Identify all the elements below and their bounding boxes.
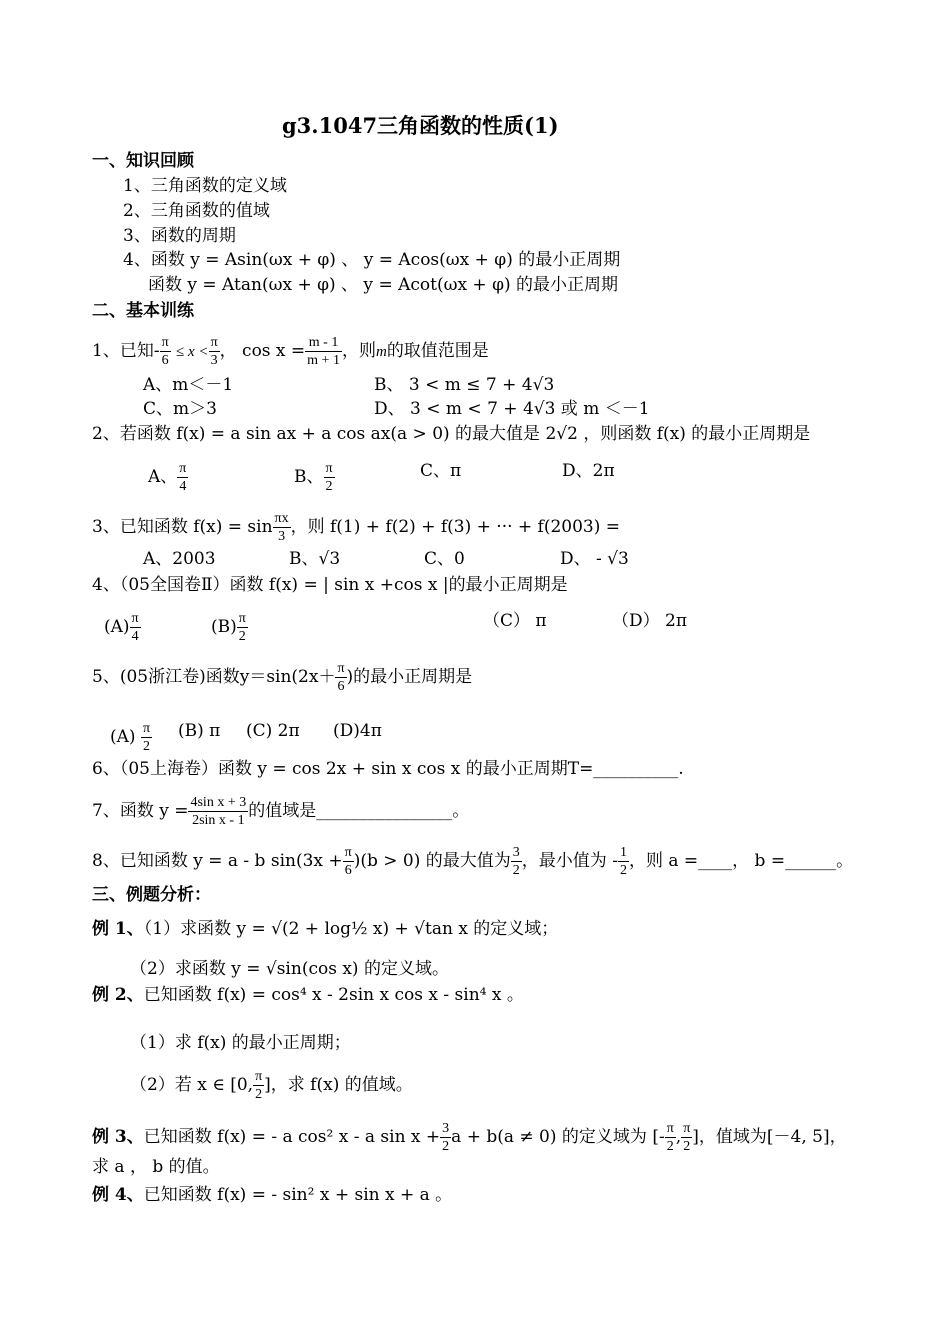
q1-text-f: 的取值范围是: [386, 341, 489, 361]
q4-option-b-frac: [237, 610, 248, 645]
example-1-a-text: （1）求函数 y = √(2 + log½ x) + √tan x 的定义域；: [143, 919, 559, 939]
q8-text-d: ，则 a =____， b =______。: [628, 851, 854, 871]
question-5-stem: [92, 660, 472, 695]
example-2-stem-text: 已知函数 f(x) = cos⁴ x - 2sin x cos x - sin⁴ x 。: [143, 985, 524, 1005]
q7-frac-num: 4sin x + 3: [190, 795, 247, 810]
example-4-stem-text: 已知函数 f(x) = - sin² x + sin x + a 。: [143, 1185, 453, 1205]
q7-text-a: 7、函数 y =: [92, 801, 189, 821]
example-3-frac-1: [440, 1120, 451, 1155]
example-2-b: [130, 1068, 413, 1103]
q1-text-e: m: [375, 344, 387, 360]
q8-frac-2-den: 2: [512, 863, 520, 878]
example-3-text-c: ,: [675, 1127, 682, 1147]
review-item-4: 4、函数 y = Asin(ωx + φ) 、 y = Acos(ωx + φ) 的最小正周期: [123, 250, 621, 270]
q2-option-c: C、π: [420, 461, 462, 481]
example-3-frac-2-num: π: [666, 1121, 674, 1136]
q5-option-c: (C) 2π: [246, 721, 300, 741]
example-3-frac-3: [681, 1120, 692, 1155]
example-2-a: （1）求 f(x) 的最小正周期；: [130, 1033, 351, 1053]
q1-text-a: 1、已知-: [92, 341, 160, 361]
q2-option-b: [294, 460, 335, 495]
q1-frac-2-num: π: [210, 335, 218, 350]
q3-text-a: 3、已知函数 f(x) = sin: [92, 517, 273, 537]
q5-frac: [335, 660, 346, 695]
q1-option-c: C、m＞3: [143, 399, 217, 419]
page-title: g3.1047三角函数的性质(1): [282, 113, 559, 138]
example-2-b-text-a: （2）若 x ∈ [0,: [130, 1075, 254, 1095]
question-2-stem: 2、若函数 f(x) = a sin ax + a cos ax(a > 0) 的最大值是 2√2 ，则函数 f(x) 的最小正周期是: [92, 424, 811, 444]
example-2-stem: [92, 984, 524, 1006]
q1-frac-2: [209, 334, 220, 369]
q8-frac-3: [618, 844, 629, 879]
q4-option-d: （D） 2π: [612, 611, 688, 631]
example-3-stem: [92, 1120, 847, 1155]
q3-frac: [273, 510, 291, 545]
q4-option-a: [104, 610, 141, 645]
q7-frac: [188, 794, 248, 829]
example-2-b-frac-num: π: [255, 1069, 263, 1084]
q5-a-num: π: [142, 721, 151, 736]
q4-option-a-label: (A): [104, 617, 130, 637]
q1-text-d: ，则: [341, 341, 376, 361]
q3-frac-num: πx: [274, 511, 289, 526]
q8-frac-3-den: 2: [619, 863, 627, 878]
q1-text-b: ≤ x <: [176, 344, 209, 360]
section-2-heading: 二、基本训练: [92, 301, 194, 321]
q4-a-num: π: [131, 611, 139, 626]
q2-option-b-label: B、: [294, 467, 324, 487]
q7-text-b: 的值域是________________。: [248, 801, 470, 821]
example-2-b-frac: [253, 1068, 264, 1103]
example-3-frac-2-den: 2: [666, 1139, 674, 1154]
section-3-heading: 三、例题分析：: [92, 885, 211, 905]
q1-option-b: B、 3 < m ≤ 7 + 4√3: [374, 375, 555, 395]
example-3-label: 例 3、: [92, 1127, 144, 1147]
q4-b-num: π: [238, 611, 246, 626]
q1-frac-1: [160, 334, 171, 369]
q1-frac-1-num: π: [161, 335, 169, 350]
example-2-b-text-b: ]，求 f(x) 的值域。: [264, 1075, 413, 1095]
q2-b-den: 2: [325, 479, 333, 494]
example-3-frac-1-den: 2: [442, 1139, 450, 1154]
q2-option-a-label: A、: [148, 467, 178, 487]
q4-option-b: [211, 610, 248, 645]
section-1-heading: 一、知识回顾: [92, 151, 194, 171]
q8-text-b: )(b > 0) 的最大值为: [353, 851, 511, 871]
example-3-ask: 求 a ， b 的值。: [92, 1157, 220, 1177]
q8-text-c: ，最小值为 -: [521, 851, 618, 871]
question-6: 6、（05上海卷）函数 y = cos 2x + sin x cos x 的最小正周期T=__________.: [92, 759, 684, 779]
q5-frac-den: 6: [337, 679, 345, 694]
q5-text-a: 5、(05浙江卷)函数y＝sin(2x＋: [92, 667, 336, 687]
question-4-stem: 4、（05全国卷Ⅱ）函数 f(x) = | sin x +cos x |的最小正周期是: [92, 575, 568, 595]
q8-frac-1-num: π: [344, 845, 352, 860]
example-3-frac-3-den: 2: [683, 1139, 691, 1154]
q2-option-a: [148, 460, 188, 495]
example-1-label: 例 1、: [92, 919, 144, 939]
q7-frac-den: 2sin x - 1: [192, 813, 245, 828]
q4-option-c: （C） π: [483, 611, 547, 631]
question-8-stem: [92, 844, 853, 879]
example-3-text-a: 已知函数 f(x) = - a cos² x - a sin x +: [143, 1127, 441, 1147]
q8-frac-1: [343, 844, 354, 879]
q5-a-den: 2: [142, 739, 150, 754]
q5-frac-num: π: [337, 661, 345, 676]
example-3-text-d: ]，值域为[－4, 5]，: [692, 1127, 847, 1147]
q8-frac-3-num: 1: [619, 845, 627, 860]
q1-frac-2-den: 3: [210, 353, 218, 368]
review-item-4b: 函数 y = Atan(ωx + φ) 、 y = Acot(ωx + φ) 的最小正周期: [148, 275, 619, 295]
q2-a-den: 4: [179, 479, 187, 494]
q3-option-b: B、√3: [289, 549, 341, 569]
q4-option-b-label: (B): [211, 617, 237, 637]
q8-frac-2-num: 3: [512, 845, 520, 860]
example-3-frac-1-num: 3: [442, 1121, 450, 1136]
example-3-frac-2: [665, 1120, 676, 1155]
q5-option-a-frac: [141, 720, 152, 755]
example-2-label: 例 2、: [92, 985, 144, 1005]
question-7-stem: [92, 794, 469, 829]
example-1-a: [92, 918, 558, 940]
q2-b-num: π: [325, 461, 333, 476]
q2-option-d: D、2π: [562, 461, 615, 481]
q1-option-a: A、m＜－1: [143, 375, 234, 395]
question-1-stem: [92, 334, 489, 369]
q2-option-b-frac: [324, 460, 335, 495]
review-item-1: 1、三角函数的定义域: [123, 176, 287, 196]
q4-b-den: 2: [238, 629, 246, 644]
review-item-3: 3、函数的周期: [123, 226, 236, 246]
example-1-b: （2）求函数 y = √sin(cos x) 的定义域。: [130, 959, 449, 979]
question-3-stem: [92, 510, 620, 545]
q4-a-den: 4: [131, 629, 139, 644]
example-3-frac-3-num: π: [683, 1121, 691, 1136]
q4-option-a-frac: [130, 610, 141, 645]
q3-option-a: A、2003: [143, 549, 216, 569]
example-3-text-b: a + b(a ≠ 0) 的定义域为 [-: [451, 1127, 665, 1147]
q1-frac-3-den: m + 1: [307, 353, 340, 368]
q1-option-d: D、 3 < m < 7 + 4√3 或 m ＜－1: [374, 399, 650, 419]
q5-option-d: (D)4π: [333, 721, 382, 741]
example-2-b-frac-den: 2: [255, 1087, 263, 1102]
example-4-label: 例 4、: [92, 1185, 144, 1205]
q5-option-a-label: (A): [110, 727, 136, 747]
q8-text-a: 8、已知函数 y = a - b sin(3x +: [92, 851, 343, 871]
q5-option-b: (B) π: [178, 721, 221, 741]
q3-option-c: C、0: [424, 549, 465, 569]
q3-option-d: D、 - √3: [560, 549, 629, 569]
q3-frac-den: 3: [278, 529, 286, 544]
q1-frac-1-den: 6: [161, 353, 169, 368]
q8-frac-1-den: 6: [344, 863, 352, 878]
example-4-stem: [92, 1184, 452, 1206]
q5-text-b: )的最小正周期是: [346, 667, 473, 687]
review-item-2: 2、三角函数的值域: [123, 201, 270, 221]
q2-option-a-frac: [177, 460, 188, 495]
q2-a-num: π: [179, 461, 187, 476]
q1-frac-3-num: m - 1: [305, 334, 342, 352]
q3-text-b: ，则 f(1) + f(2) + f(3) + ··· + f(2003) =: [290, 517, 621, 537]
q1-frac-3: [305, 334, 342, 369]
q1-text-c: ， cos x =: [219, 341, 306, 361]
q5-option-a: [110, 720, 152, 755]
q8-frac-2: [511, 844, 522, 879]
